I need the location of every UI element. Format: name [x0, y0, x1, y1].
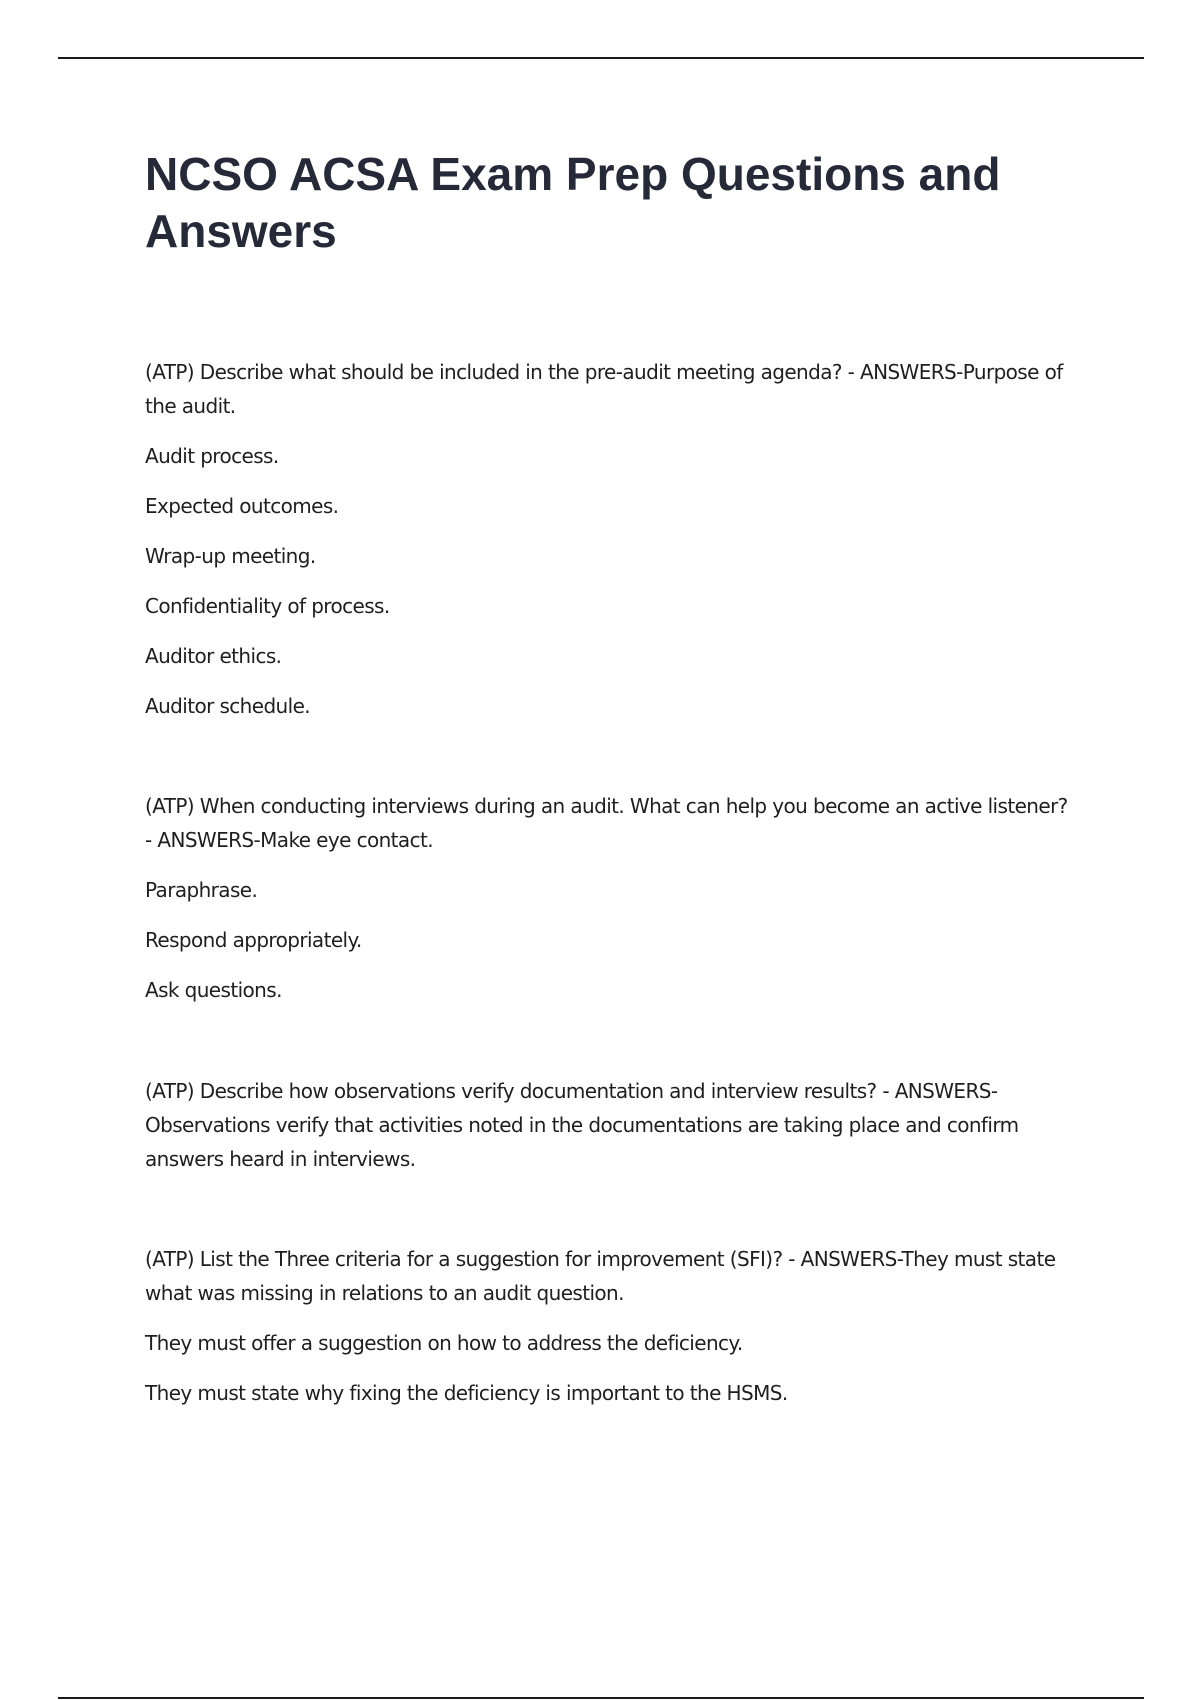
header-rule [58, 57, 1144, 59]
qa-block-pre-audit-agenda [145, 355, 1080, 723]
answer-item: Ask questions. [145, 978, 282, 1002]
answer-item: They must offer a suggestion on how to address the deficiency. [145, 1331, 743, 1355]
answer-item: Audit process. [145, 444, 279, 468]
answer-item: Confidentiality of process. [145, 594, 390, 618]
question-text: (ATP) List the Three criteria for a suggestion for improvement (SFI)? - ANSWERS-They must state what was missing in relations to an audit question. [145, 1247, 1056, 1305]
document-title: NCSO ACSA Exam Prep Questions and Answers [145, 148, 1001, 257]
question-text: (ATP) Describe what should be included in the pre-audit meeting agenda? - ANSWERS-Purpose of the audit. [145, 360, 1063, 418]
answer-item: Paraphrase. [145, 878, 258, 902]
qa-block-observations [145, 1074, 1080, 1192]
answer-item: Auditor schedule. [145, 694, 311, 718]
answer-item: Wrap-up meeting. [145, 544, 316, 568]
qa-block-active-listener [145, 789, 1080, 1007]
qa-block-sfi-criteria [145, 1242, 1080, 1410]
question-text: (ATP) When conducting interviews during an audit. What can help you become an active listener? - ANSWERS-Make eye contact. [145, 794, 1068, 852]
question-text: (ATP) Describe how observations verify documentation and interview results? - ANSWERS-Observations verify that activities noted in the documentations are taking place and confirm answers heard in interviews. [145, 1079, 1019, 1171]
answer-item: They must state why fixing the deficiency is important to the HSMS. [145, 1381, 788, 1405]
answer-item: Respond appropriately. [145, 928, 362, 952]
footer-rule [58, 1697, 1144, 1699]
answer-item: Expected outcomes. [145, 494, 339, 518]
answer-item: Auditor ethics. [145, 644, 282, 668]
